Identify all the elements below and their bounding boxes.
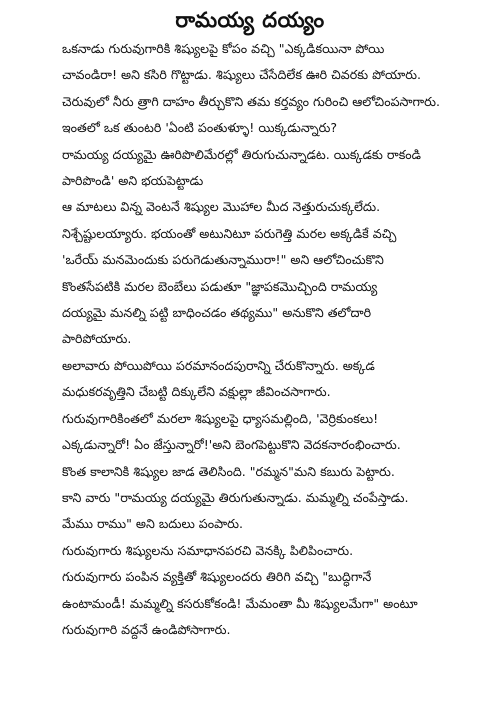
paragraph-line: చావండిరా! అని కసిరి గొట్టాడు. శిష్యులు చేసేదిలేక ఊరి చివరకు పోయారు. <box>62 67 422 83</box>
story-paragraph <box>10 194 490 352</box>
paragraph-line: మేము రాము" అని బదులు పంపారు. <box>62 516 243 532</box>
paragraph-line: ఎక్కడున్నారో! ఏం జేస్తున్నారో!'అని బెంగపెట్టుకొని వెదకనారంభించారు. <box>62 437 401 453</box>
story-paragraph <box>10 36 490 115</box>
paragraph-line: 'ఒరేయ్ మనమెందుకు పరుగెడుతున్నామురా!" అని ఆలోచించుకొని <box>62 252 384 268</box>
paragraph-line: అలావారు పోయిపోయి పరమానందపురాన్ని చేరుకొన్నారు. అక్కడ <box>62 357 375 373</box>
paragraph-line: కొంతసేపటికి మరల బెంబేలు పడుతూ "జ్ఞాపకమొచ్చింది రామయ్య <box>62 278 378 294</box>
paragraph-line: ఆ మాటలు విన్న వెంటనే శిష్యుల మొహాల మీద నెత్తురుచుక్కలేదు. <box>62 199 381 215</box>
paragraph-line: కొంత కాలానికి శిష్యుల జాడ తెలిసింది. "రమ్మన"మని కబురు పెట్టారు. <box>62 463 395 479</box>
paragraph-line: మధుకరవృత్తిని చేబట్టి దిక్కులేని వక్షుల్లా జీవించసాగారు. <box>62 384 331 400</box>
paragraph-line: గురువుగారు పంపిన వ్యక్తితో శిష్యులందరు తిరిగి వచ్చి "బుద్ధిగానే <box>62 569 372 585</box>
paragraph-line: కాని వారు "రామయ్య దయ్యమై తిరుగుతున్నాడు. మమ్మల్ని చంపేస్తాడు. <box>62 489 409 505</box>
paragraph-line: పారిపోయారు. <box>62 331 132 347</box>
paragraph-line: గురువుగారికింతలో మరలా శిష్యులపై ధ్యాసమల్లింది, 'వెర్రికుంకలు! <box>62 410 379 426</box>
story-paragraph <box>10 538 490 644</box>
paragraph-line: నిశ్చేష్టులయ్యారు. భయంతో అటునిటూ పరుగెత్తి మరల అక్కడికే వచ్చి <box>62 225 397 241</box>
paragraph-line: దయ్యమై మనల్ని పట్టి బాధించడం తథ్యము" అనుకొని తలోదారి <box>62 305 372 321</box>
story-title: రామయ్య దయ్యం <box>175 8 325 32</box>
story-paragraph <box>10 353 490 538</box>
paragraph-line: ఒకనాడు గురువుగారికి శిష్యులపై కోపం వచ్చి "ఎక్కడికయినా పోయి <box>62 41 385 56</box>
paragraph-line: రామయ్య దయ్యమై ఊరిపొలిమేరల్లో తిరుగుచున్నాడట. యిక్కడకు రాకండి <box>62 146 421 162</box>
paragraph-line: ఇంతలో ఒక తుంటరి 'ఏంటి పంతుళ్ళూ! యిక్కడున్నారు? <box>62 120 338 136</box>
paragraph-line: పారిపొండి' అని భయపెట్టాడు <box>62 173 204 189</box>
paragraph-line: గురువుగారి వద్దనే ఉండిపోసాగారు. <box>62 621 231 637</box>
paragraph-line: చెరువులో నీరు త్రాగి దాహం తీర్చుకొని తమ కర్తవ్యం గురించి ఆలోచింపసాగారు. <box>62 93 440 109</box>
paragraph-line: గురువుగారు శిష్యులను సమాధానపరచి వెనక్కి పిలిపించారు. <box>62 542 354 558</box>
story-paragraph <box>10 115 490 194</box>
paragraph-line: ఉంటామండీ! మమ్మల్ని కసరుకోకండి! మేమంతా మీ శిష్యులమేగా" అంటూ <box>62 595 418 611</box>
story-body <box>10 36 490 643</box>
